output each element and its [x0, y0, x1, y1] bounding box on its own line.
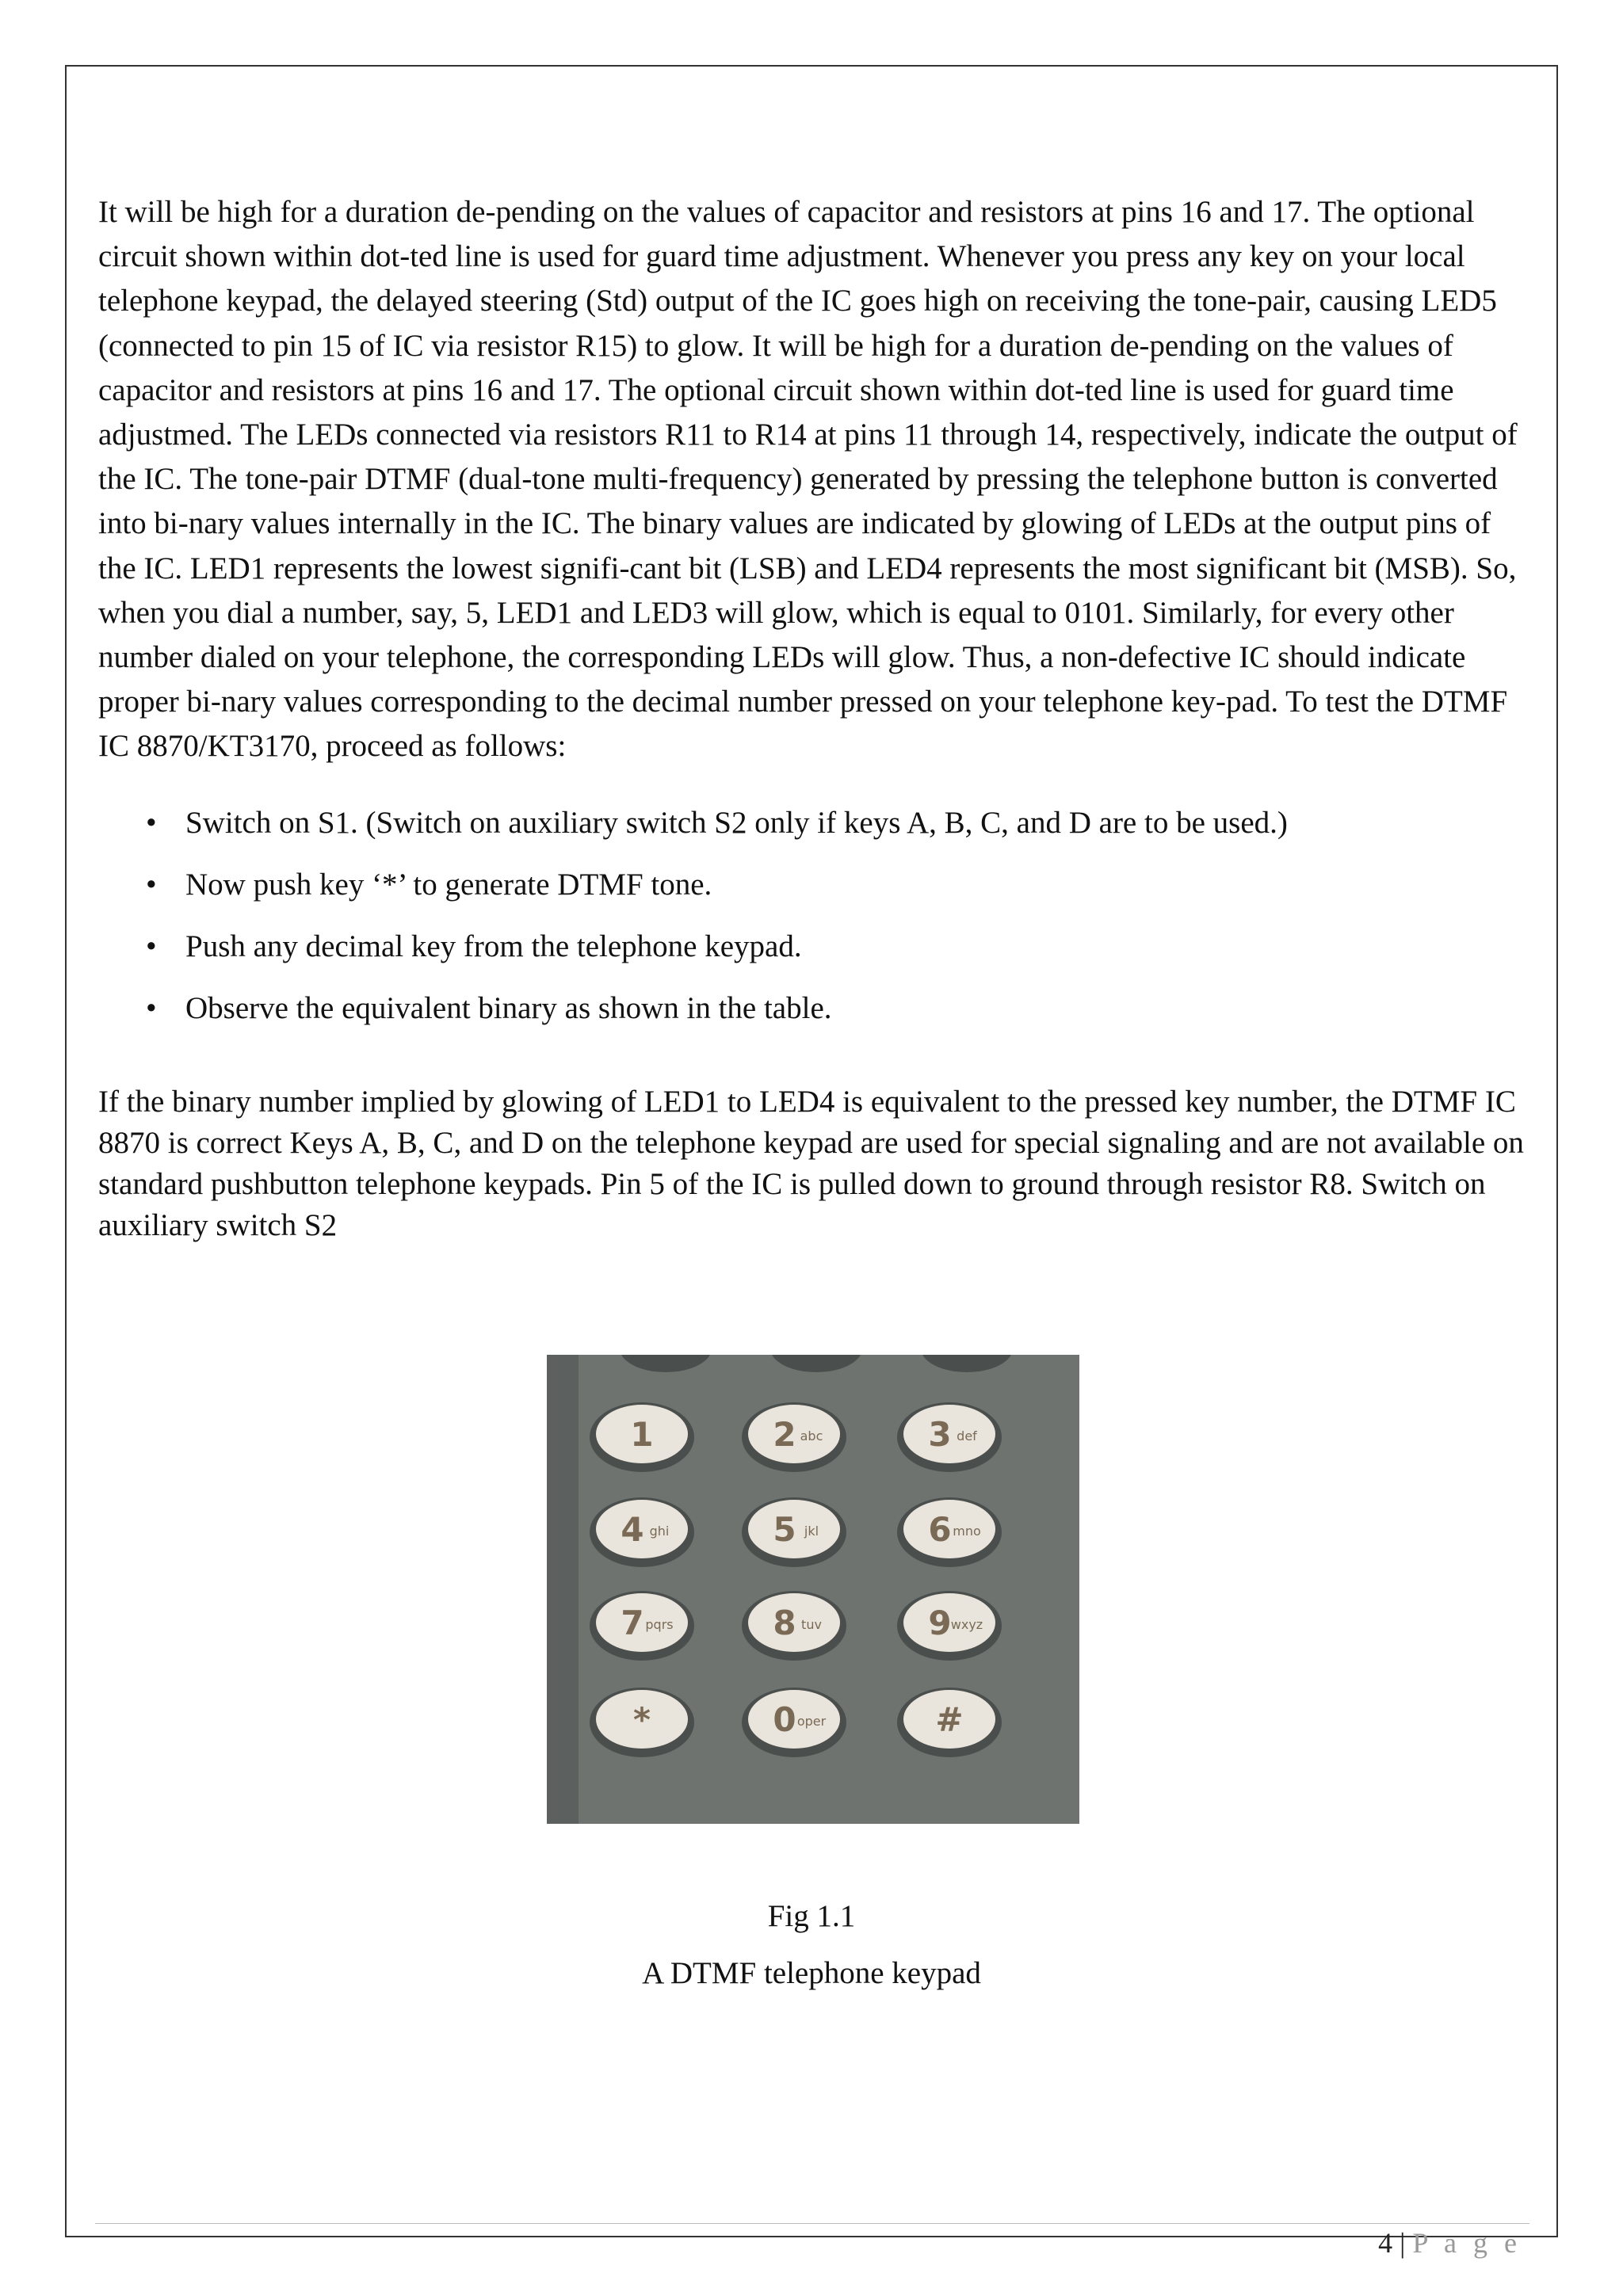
list-item	[98, 864, 1533, 906]
keypad-key-0[interactable]	[742, 1688, 846, 1757]
figure-number: Fig 1.1	[767, 1899, 856, 1933]
bullet-icon: •	[146, 867, 157, 902]
keypad-key-5[interactable]	[742, 1497, 846, 1567]
key-digit: 4	[621, 1510, 644, 1549]
bullet-icon: •	[146, 929, 157, 963]
key-letters: tuv	[801, 1617, 822, 1632]
keypad-key-star[interactable]	[590, 1688, 694, 1757]
key-digit: 6	[928, 1510, 952, 1549]
key-letters: ghi	[649, 1524, 670, 1539]
list-item	[98, 926, 1533, 967]
keypad-key-7[interactable]	[590, 1591, 694, 1661]
bullet-icon: •	[146, 990, 157, 1025]
keypad-key-1[interactable]	[590, 1402, 694, 1472]
key-digit: 0	[773, 1700, 796, 1739]
key-letters: mno	[953, 1524, 981, 1539]
test-steps-list	[98, 803, 1533, 1029]
key-letters: jkl	[804, 1524, 819, 1539]
paragraph-dtmf-description: It will be high for a duration de-pending on the values of capacitor and resistors at pins 16 and 17. The optional circuit shown within dot-ted line is used for guard time adjustment. Whenever you press any key on your local telephone keypad, the delayed steering (Std) output of the IC goes high on receiving the tone-pair, causing LED5 (connected to pin 15 of IC via resistor R15) to glow. It will be high for a duration de-pending on the values of capacitor and resistors at pins 16 and 17. The optional circuit shown within dot-ted line is used for guard time adjustmed. The LEDs connected via resistors R11 to R14 at pins 11 through 14, respectively, indicate the output of the IC. The tone-pair DTMF (dual-tone multi-frequency) generated by pressing the telephone button is converted into bi-nary values internally in the IC. The binary values are indicated by glowing of LEDs at the output pins of the IC. LED1 represents the lowest signifi-cant bit (LSB) and LED4 represents the most significant bit (MSB). So, when you dial a number, say, 5, LED1 and LED3 will glow, which is equal to 0101. Similarly, for every other number dialed on your telephone, the corresponding LEDs will glow. Thus, a non-defective IC should indicate proper bi-nary values corresponding to the decimal number pressed on your telephone key-pad. To test the DTMF IC 8870/KT3170, proceed as follows:	[98, 195, 1518, 764]
key-digit: 2	[773, 1415, 796, 1454]
footer-separator: |	[1400, 2227, 1406, 2259]
key-digit: 3	[928, 1415, 952, 1454]
key-digit: 1	[630, 1415, 654, 1454]
keypad-key-2[interactable]	[742, 1402, 846, 1472]
footer-divider	[95, 2223, 1529, 2224]
list-item-text: Observe the equivalent binary as shown in the table.	[185, 990, 832, 1025]
keypad-key-4[interactable]	[590, 1497, 694, 1567]
key-letters: wxyz	[950, 1617, 983, 1632]
list-item-text: Switch on S1. (Switch on auxiliary switch S2 only if keys A, B, C, and D are to be used.)	[185, 805, 1288, 840]
list-item	[98, 803, 1533, 844]
keypad-key-9[interactable]	[897, 1591, 1002, 1661]
paragraph-binary-check: If the binary number implied by glowing of LED1 to LED4 is equivalent to the pressed key number, the DTMF IC 8870 is correct Keys A, B, C, and D on the telephone keypad are used for special signaling and are not available on standard pushbutton telephone keypads. Pin 5 of the IC is pulled down to ground through resistor R8. Switch on auxiliary switch S2	[98, 1084, 1524, 1242]
key-digit: 8	[773, 1604, 796, 1642]
document-body	[98, 190, 1533, 1246]
page-footer	[1378, 2226, 1522, 2260]
key-digit: 5	[773, 1510, 796, 1549]
keypad-key-3[interactable]	[897, 1402, 1002, 1472]
figure-caption: A DTMF telephone keypad	[642, 1956, 981, 1990]
key-digit: 7	[621, 1604, 644, 1642]
key-digit: 9	[928, 1604, 952, 1642]
bullet-icon: •	[146, 805, 157, 840]
key-letters: def	[957, 1428, 977, 1444]
keypad-key-6[interactable]	[897, 1497, 1002, 1567]
key-letters: abc	[800, 1428, 823, 1444]
page-label: P a g e	[1412, 2227, 1522, 2259]
panel-shadow	[547, 1355, 579, 1824]
list-item	[98, 988, 1533, 1029]
key-letters: oper	[796, 1714, 827, 1729]
list-item-text: Now push key ‘*’ to generate DTMF tone.	[185, 867, 712, 902]
key-digit: #	[935, 1700, 964, 1739]
keypad-key-hash[interactable]	[897, 1688, 1002, 1757]
list-item-text: Push any decimal key from the telephone keypad.	[185, 929, 802, 963]
key-digit: *	[633, 1700, 651, 1739]
keypad-key-8[interactable]	[742, 1591, 846, 1661]
keypad-photo	[547, 1355, 1079, 1824]
keypad-illustration	[547, 1355, 1079, 1824]
page-number: 4	[1378, 2227, 1393, 2259]
key-letters: pqrs	[645, 1617, 674, 1632]
